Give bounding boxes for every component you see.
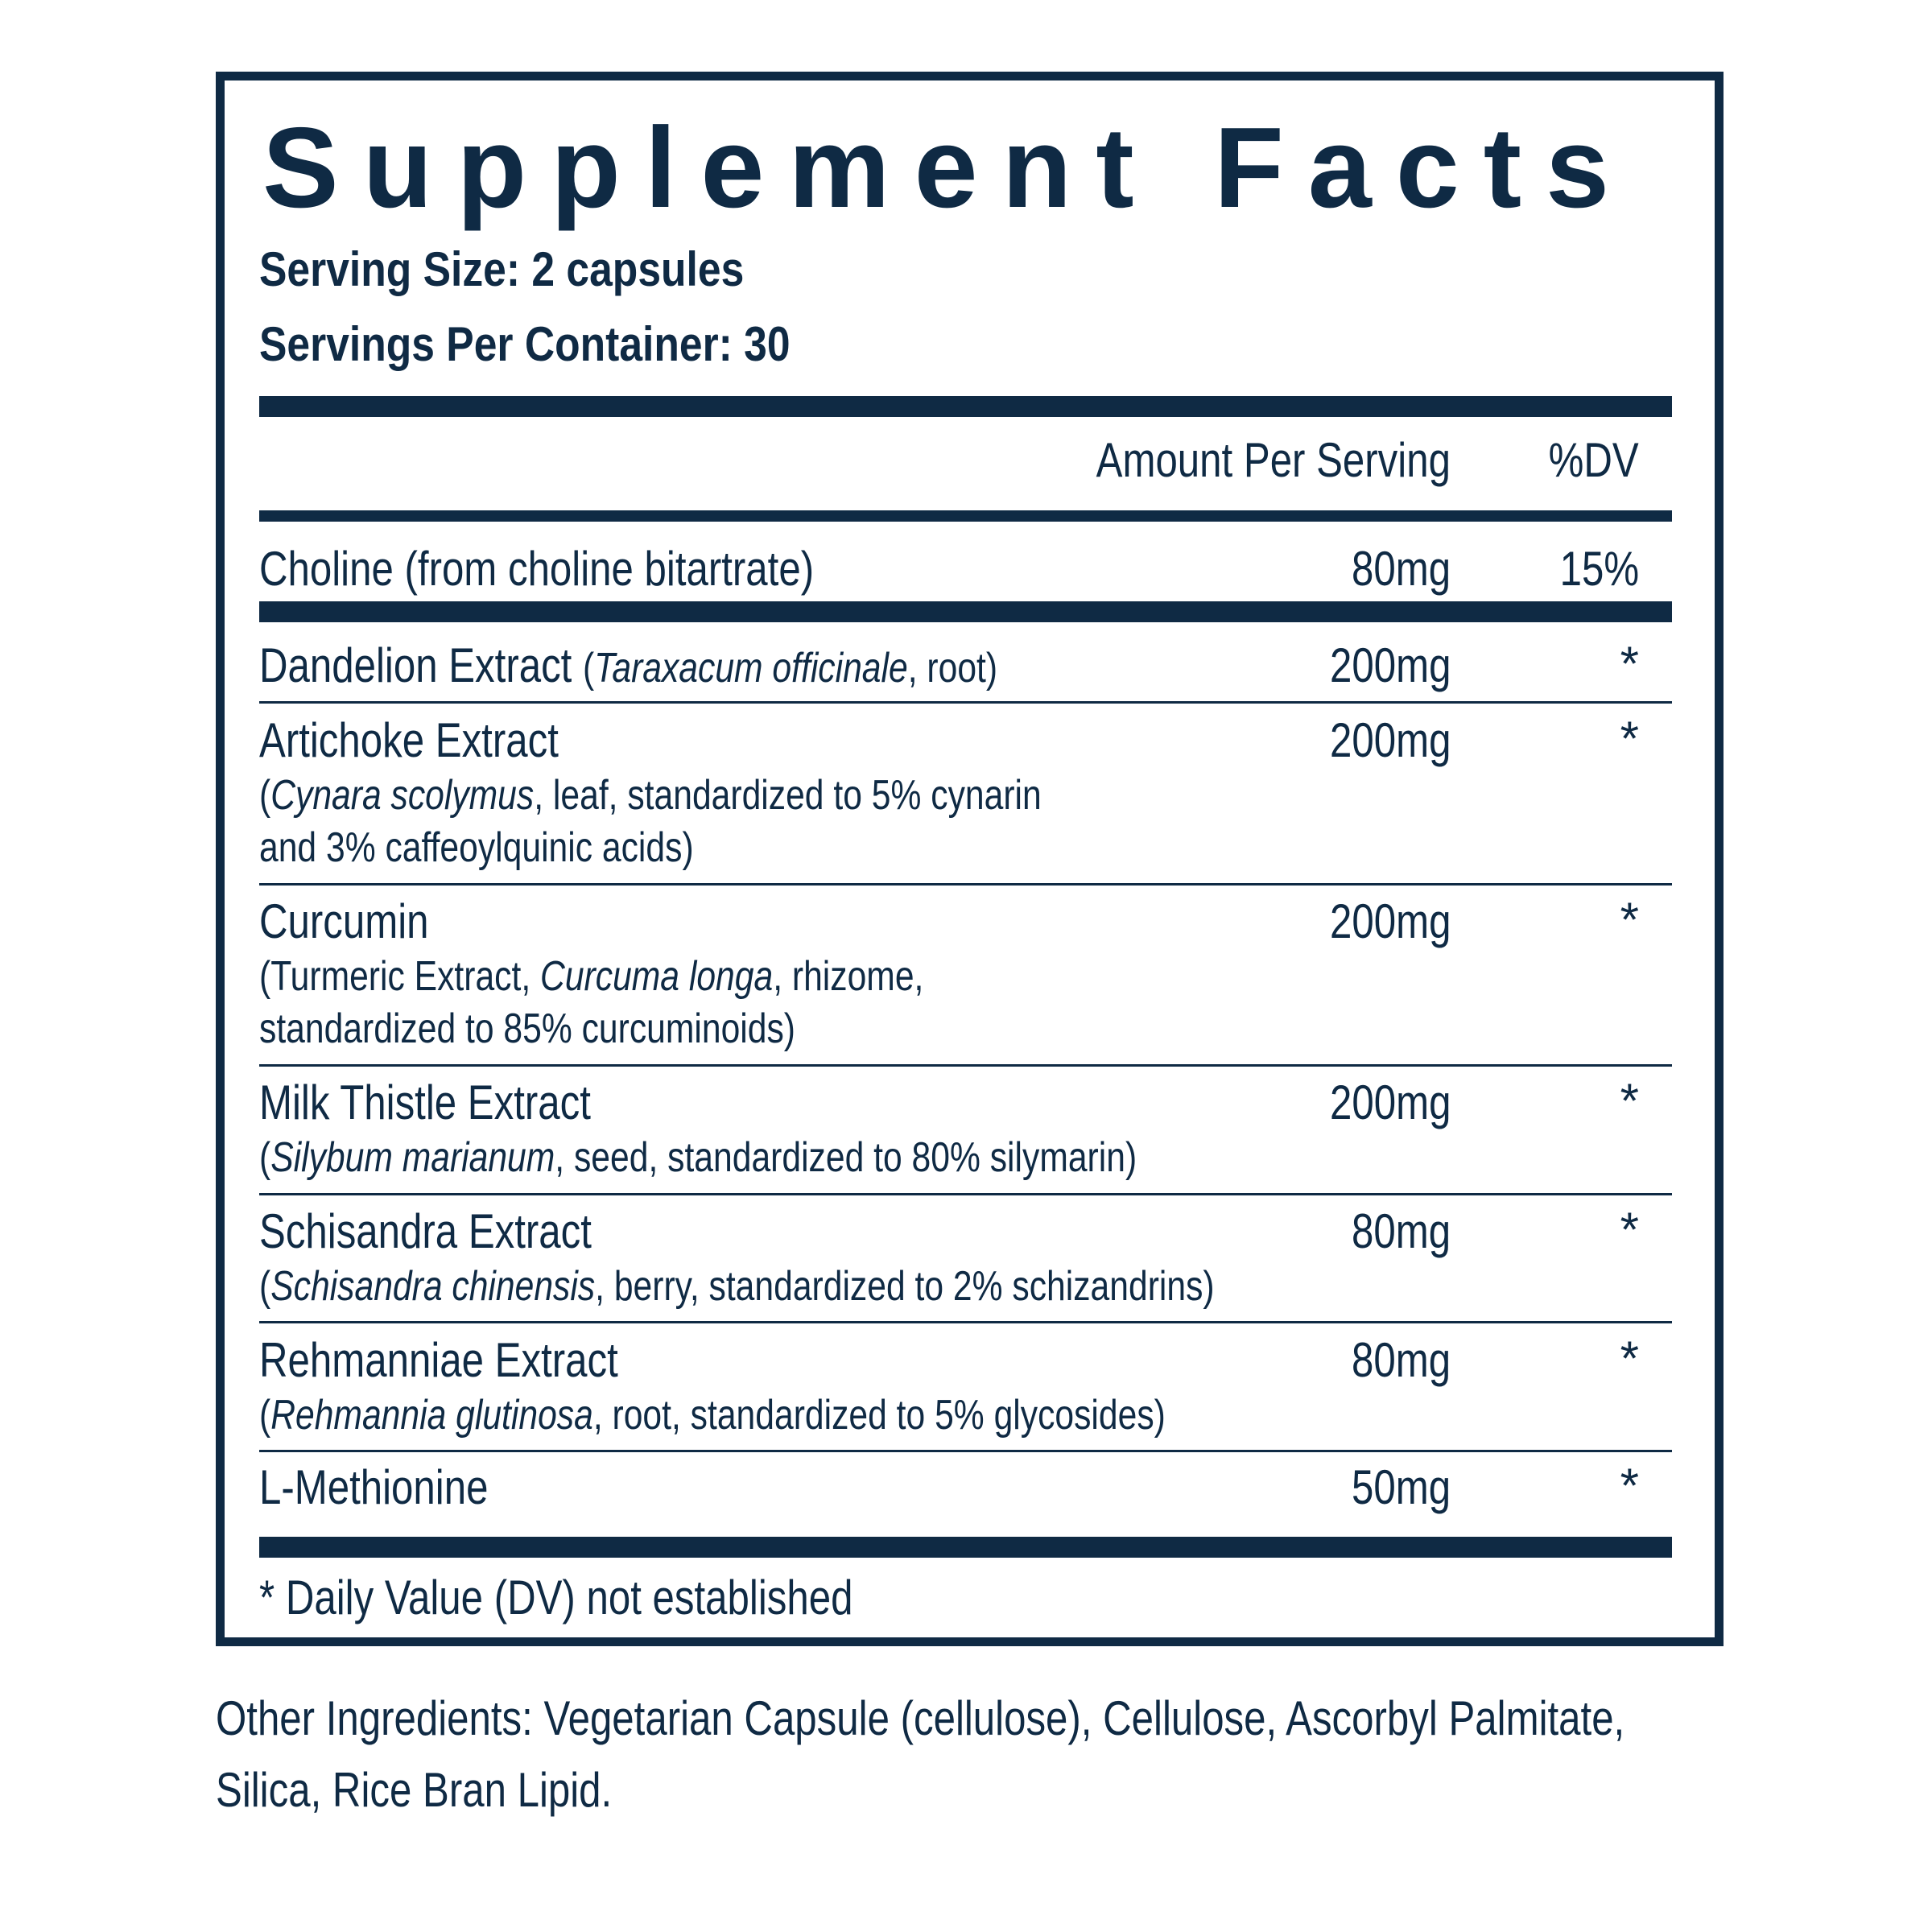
nutrient-daily-value: 15% — [1559, 542, 1639, 596]
ingredient-daily-value: * — [1620, 1459, 1639, 1513]
thin-divider — [259, 883, 1672, 886]
ingredient-amount: 200mg — [1329, 713, 1451, 767]
thin-divider — [259, 1193, 1672, 1195]
thick-divider — [259, 396, 1672, 417]
nutrient-amount: 80mg — [1351, 542, 1451, 596]
other-ingredients-line-2: Silica, Rice Bran Lipid. — [216, 1763, 613, 1817]
ingredient-daily-value: * — [1620, 637, 1639, 691]
thick-divider — [259, 601, 1672, 622]
ingredient-detail: (Turmeric Extract, Curcuma longa, rhizome, — [259, 953, 924, 1000]
ingredient-amount: 200mg — [1329, 638, 1451, 692]
ingredient-name: Dandelion Extract — [259, 638, 572, 692]
ingredient-daily-value: * — [1620, 1074, 1639, 1128]
ingredient-name: Schisandra Extract — [259, 1204, 592, 1258]
medium-divider — [259, 510, 1672, 522]
ingredient-amount: 50mg — [1351, 1460, 1451, 1514]
ingredient-detail: (Cynara scolymus, leaf, standardized to 5% cynarin — [259, 772, 1042, 819]
ingredient-detail: standardized to 85% curcuminoids) — [259, 1005, 796, 1052]
thin-divider — [259, 1064, 1672, 1067]
ingredient-detail: (Silybum marianum, seed, standardized to 80% silymarin) — [259, 1134, 1137, 1181]
ingredient-daily-value: * — [1620, 1203, 1639, 1257]
ingredient-amount: 200mg — [1329, 894, 1451, 948]
thin-divider — [259, 1450, 1672, 1452]
ingredient-name: Rehmanniae Extract — [259, 1333, 618, 1387]
panel-title: Supplement Facts — [262, 104, 1634, 232]
header-amount-per-serving: Amount Per Serving — [1096, 433, 1451, 487]
ingredient-daily-value: * — [1620, 712, 1639, 766]
ingredient-daily-value: * — [1620, 893, 1639, 947]
ingredient-detail: (Taraxacum officinale, root) — [583, 645, 998, 691]
ingredient-detail: (Schisandra chinensis, berry, standardized to 2% schizandrins) — [259, 1263, 1215, 1310]
servings-per-container: Servings Per Container: 30 — [259, 317, 791, 371]
ingredient-name: L-Methionine — [259, 1460, 489, 1514]
ingredient-amount: 80mg — [1351, 1333, 1451, 1387]
nutrient-name: Choline (from choline bitartrate) — [259, 542, 815, 596]
ingredient-detail: (Rehmannia glutinosa, root, standardized to 5% glycosides) — [259, 1392, 1166, 1439]
thin-divider — [259, 1321, 1672, 1323]
ingredient-detail: and 3% caffeoylquinic acids) — [259, 824, 694, 871]
other-ingredients-line-1: Other Ingredients: Vegetarian Capsule (cellulose), Cellulose, Ascorbyl Palmitate, — [216, 1691, 1625, 1745]
ingredient-name: Milk Thistle Extract — [259, 1075, 591, 1129]
header-daily-value: %DV — [1548, 433, 1639, 487]
ingredient-amount: 80mg — [1351, 1204, 1451, 1258]
ingredient-name: Curcumin — [259, 894, 429, 948]
ingredient-amount: 200mg — [1329, 1075, 1451, 1129]
ingredient-daily-value: * — [1620, 1331, 1639, 1385]
ingredient-row — [259, 638, 998, 692]
thick-divider — [259, 1537, 1672, 1558]
daily-value-footnote: * Daily Value (DV) not established — [259, 1571, 853, 1624]
thin-divider — [259, 701, 1672, 704]
serving-size: Serving Size: 2 capsules — [259, 242, 745, 296]
ingredient-name: Artichoke Extract — [259, 713, 559, 767]
